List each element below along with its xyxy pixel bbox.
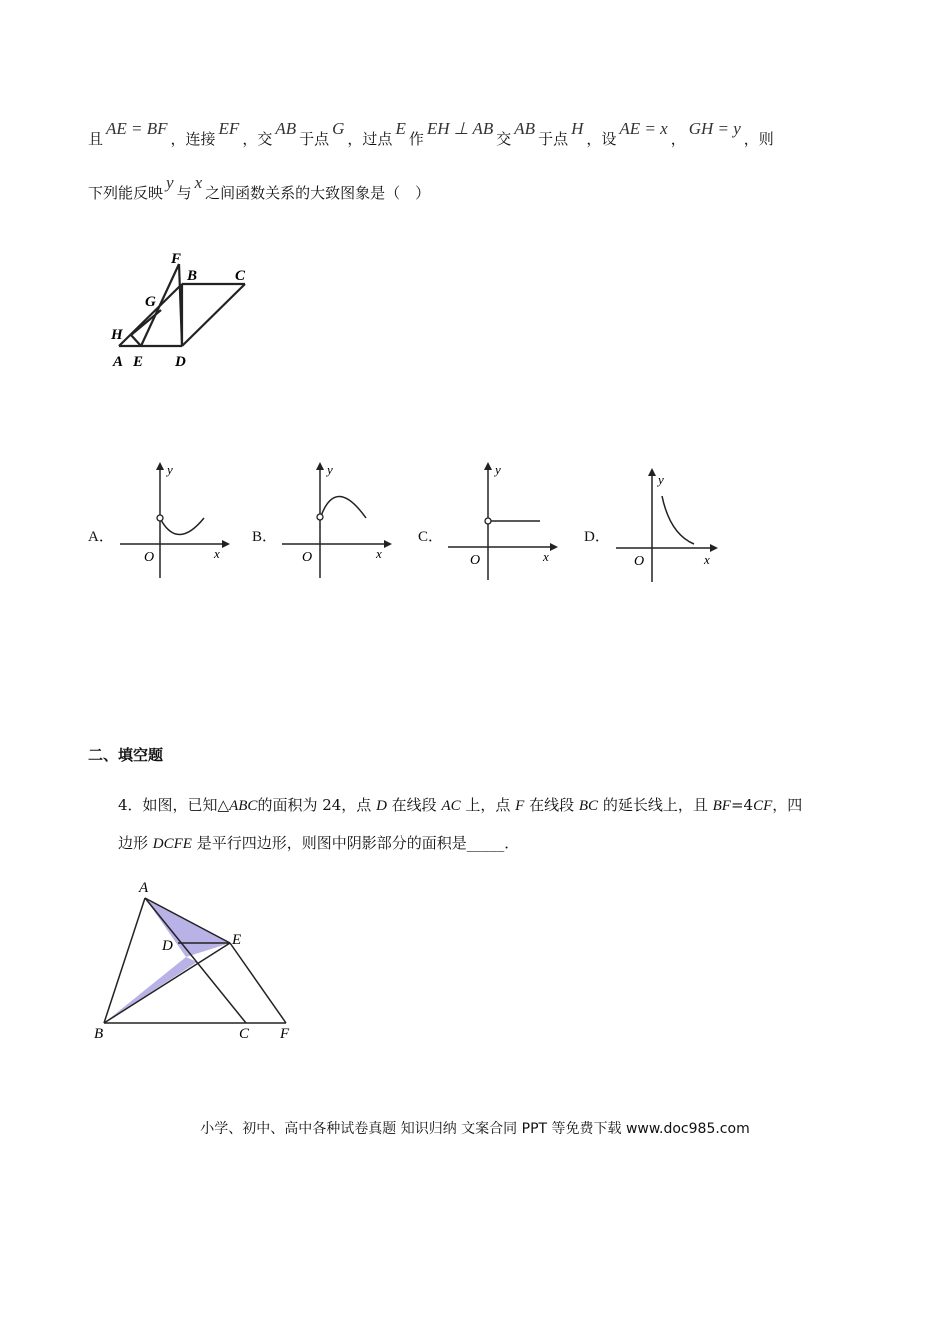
x-axis-label: x xyxy=(214,546,220,561)
x-axis-label: x xyxy=(376,546,382,561)
label-D: D xyxy=(175,354,186,370)
math-expression: AB xyxy=(514,119,536,138)
shaded-region-upper xyxy=(145,898,230,957)
q3-line-1 xyxy=(88,119,774,149)
text-run: 在线段 xyxy=(524,796,579,814)
text-run: 在线段 xyxy=(386,796,442,814)
math-expression: EF xyxy=(218,119,240,138)
footer-text: 小学、初中、高中各种试卷真题 知识归纳 文案合同 PPT 等免费下载 www.doc985.com xyxy=(200,1121,750,1137)
math-expression: AC xyxy=(441,798,461,814)
text-run: 是平行四边形，则图中阴影部分的面积是_____． xyxy=(191,834,520,852)
text-run: 交 xyxy=(496,130,512,148)
math-expression: E xyxy=(395,119,406,138)
text-run: ，则 xyxy=(743,130,774,148)
q4-triangle-figure xyxy=(88,876,303,1041)
label-B: B xyxy=(94,1026,104,1041)
x-axis-label: x xyxy=(704,552,710,567)
text-run: 于点 xyxy=(299,130,330,148)
text-run: 下列能反映 xyxy=(88,184,164,202)
math-expression: AB xyxy=(275,119,297,138)
y-axis-label: y xyxy=(658,472,664,487)
section-title: 二、填空题 xyxy=(88,746,164,764)
text-run: 作 xyxy=(408,130,424,148)
text-run: 与 xyxy=(176,184,192,202)
option-a-label: A． xyxy=(88,529,114,545)
label-A: A xyxy=(139,880,149,896)
text-run: 如图，已知△ xyxy=(142,796,230,814)
math-expression: G xyxy=(332,119,345,138)
math-expression: x xyxy=(194,173,203,192)
x-axis-label: x xyxy=(543,549,549,564)
math-expression: BC xyxy=(578,798,599,814)
label-C: C xyxy=(239,1026,250,1041)
label-F: F xyxy=(171,251,182,267)
origin-label: O xyxy=(144,550,155,565)
text-run: 的面积为 24，点 xyxy=(257,796,377,814)
shaded-region-lower xyxy=(104,957,197,1023)
math-expression: H xyxy=(571,119,584,138)
y-axis-label: y xyxy=(167,462,173,477)
q4-line-2 xyxy=(118,832,519,853)
label-C: C xyxy=(235,268,246,284)
math-expression: DCFE xyxy=(152,836,192,852)
q3-line-2 xyxy=(88,173,431,203)
q4-line-1 xyxy=(118,794,802,815)
label-E: E xyxy=(232,932,242,948)
label-H: H xyxy=(111,327,123,343)
option-a-graph xyxy=(118,460,233,580)
text-run: 边形 xyxy=(118,834,153,852)
math-expression: AE = x xyxy=(619,119,668,138)
math-expression: F xyxy=(515,798,525,814)
q4-number: 4． xyxy=(118,796,143,814)
label-B: B xyxy=(187,268,198,284)
origin-label: O xyxy=(470,553,481,568)
option-d-graph xyxy=(614,466,724,584)
math-expression: D xyxy=(376,798,387,814)
option-b-graph xyxy=(280,460,395,580)
label-G: G xyxy=(145,294,156,310)
option-d-label: D． xyxy=(584,529,610,545)
math-expression: CF xyxy=(753,798,773,814)
label-F: F xyxy=(280,1026,290,1041)
text-run: 的延长线上，且 xyxy=(598,796,713,814)
text-run: ，过点 xyxy=(347,130,393,148)
text-run: =4 xyxy=(730,796,754,814)
text-run: 且 xyxy=(88,130,104,148)
y-axis-label: y xyxy=(495,462,501,477)
text-run: 于点 xyxy=(538,130,569,148)
option-b-label: B． xyxy=(252,529,278,545)
origin-label: O xyxy=(302,550,313,565)
label-A: A xyxy=(113,354,124,370)
origin-label: O xyxy=(634,554,645,569)
math-expression: AE = BF xyxy=(106,119,168,138)
label-E: E xyxy=(133,354,144,370)
text-run: ， xyxy=(670,130,686,148)
y-axis-label: y xyxy=(327,462,333,477)
option-c-label: C． xyxy=(418,529,444,545)
text-run: 上，点 xyxy=(460,796,516,814)
text-run: 之间函数关系的大致图象是（ ） xyxy=(205,184,431,202)
q3-geometry-figure xyxy=(105,250,265,375)
text-run: ，四 xyxy=(772,796,803,814)
label-D: D xyxy=(162,938,173,954)
text-run: ，设 xyxy=(586,130,617,148)
math-expression: y xyxy=(166,173,174,192)
text-run: ，交 xyxy=(242,130,273,148)
text-run: ，连接 xyxy=(170,130,216,148)
math-expression: EH ⊥ AB xyxy=(426,119,494,138)
option-c-graph xyxy=(446,460,561,582)
math-expression: ABC xyxy=(229,798,258,814)
math-expression: BF xyxy=(712,798,731,814)
math-expression: GH = y xyxy=(688,119,741,138)
